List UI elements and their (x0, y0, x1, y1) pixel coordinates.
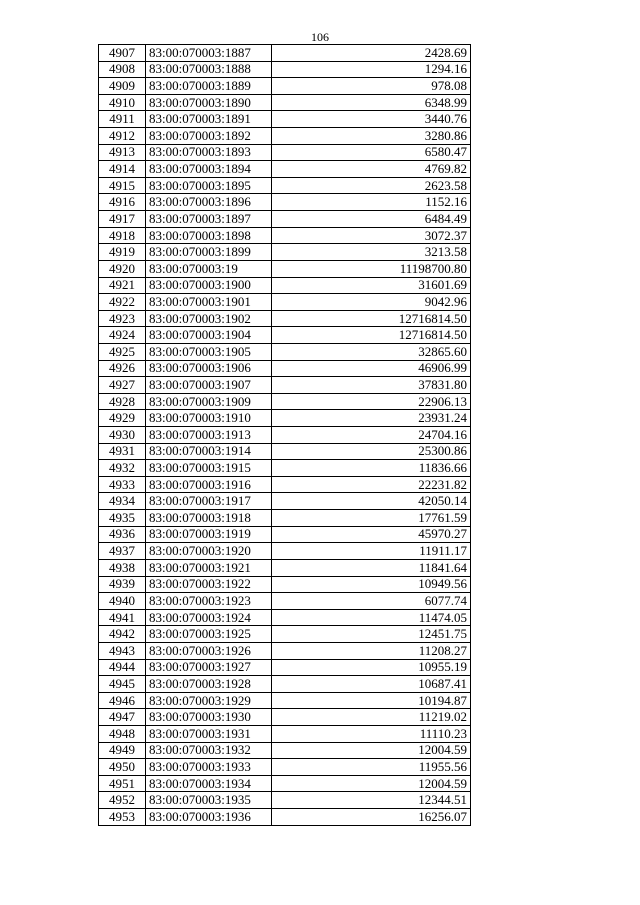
table-row (99, 460, 471, 477)
value-cell: 12004.59 (272, 775, 471, 792)
table-row (99, 559, 471, 576)
table-row (99, 294, 471, 311)
row-number-cell: 4953 (99, 809, 146, 826)
table-row (99, 211, 471, 228)
value-cell: 1152.16 (272, 194, 471, 211)
row-number-cell: 4931 (99, 443, 146, 460)
cadastre-table (98, 44, 471, 826)
cadastral-id-cell: 83:00:070003:1897 (146, 211, 272, 228)
cadastral-id-cell: 83:00:070003:1902 (146, 310, 272, 327)
value-cell: 3213.58 (272, 244, 471, 261)
row-number-cell: 4908 (99, 61, 146, 78)
table-row (99, 45, 471, 62)
table-row (99, 393, 471, 410)
row-number-cell: 4910 (99, 94, 146, 111)
cadastral-id-cell: 83:00:070003:1928 (146, 676, 272, 693)
row-number-cell: 4952 (99, 792, 146, 809)
cadastral-id-cell: 83:00:070003:1921 (146, 559, 272, 576)
row-number-cell: 4928 (99, 393, 146, 410)
table-row (99, 227, 471, 244)
cadastral-id-cell: 83:00:070003:1893 (146, 144, 272, 161)
table-row (99, 809, 471, 826)
cadastral-id-cell: 83:00:070003:19 (146, 260, 272, 277)
row-number-cell: 4945 (99, 676, 146, 693)
row-number-cell: 4944 (99, 659, 146, 676)
table-row (99, 659, 471, 676)
table-row (99, 61, 471, 78)
value-cell: 11836.66 (272, 460, 471, 477)
value-cell: 17761.59 (272, 510, 471, 527)
value-cell: 12451.75 (272, 626, 471, 643)
table-row (99, 410, 471, 427)
cadastral-id-cell: 83:00:070003:1931 (146, 725, 272, 742)
value-cell: 10949.56 (272, 576, 471, 593)
table-row (99, 128, 471, 145)
value-cell: 6077.74 (272, 593, 471, 610)
row-number-cell: 4935 (99, 510, 146, 527)
value-cell: 32865.60 (272, 343, 471, 360)
row-number-cell: 4924 (99, 327, 146, 344)
cadastral-id-cell: 83:00:070003:1919 (146, 526, 272, 543)
value-cell: 3440.76 (272, 111, 471, 128)
value-cell: 4769.82 (272, 161, 471, 178)
row-number-cell: 4923 (99, 310, 146, 327)
table-row (99, 742, 471, 759)
table-row (99, 427, 471, 444)
cadastral-id-cell: 83:00:070003:1933 (146, 759, 272, 776)
table-row (99, 244, 471, 261)
row-number-cell: 4932 (99, 460, 146, 477)
table-row (99, 692, 471, 709)
value-cell: 12716814.50 (272, 310, 471, 327)
row-number-cell: 4934 (99, 493, 146, 510)
value-cell: 10687.41 (272, 676, 471, 693)
row-number-cell: 4926 (99, 360, 146, 377)
value-cell: 16256.07 (272, 809, 471, 826)
value-cell: 45970.27 (272, 526, 471, 543)
cadastral-id-cell: 83:00:070003:1916 (146, 476, 272, 493)
cadastral-id-cell: 83:00:070003:1891 (146, 111, 272, 128)
value-cell: 11208.27 (272, 642, 471, 659)
cadastral-id-cell: 83:00:070003:1917 (146, 493, 272, 510)
row-number-cell: 4930 (99, 427, 146, 444)
table-row (99, 626, 471, 643)
cadastral-id-cell: 83:00:070003:1929 (146, 692, 272, 709)
table-row (99, 94, 471, 111)
row-number-cell: 4918 (99, 227, 146, 244)
table-row (99, 493, 471, 510)
cadastral-id-cell: 83:00:070003:1887 (146, 45, 272, 62)
cadastral-id-cell: 83:00:070003:1934 (146, 775, 272, 792)
table-body (99, 45, 471, 826)
table-row (99, 177, 471, 194)
cadastral-id-cell: 83:00:070003:1923 (146, 593, 272, 610)
cadastral-id-cell: 83:00:070003:1924 (146, 609, 272, 626)
value-cell: 1294.16 (272, 61, 471, 78)
value-cell: 42050.14 (272, 493, 471, 510)
cadastral-id-cell: 83:00:070003:1913 (146, 427, 272, 444)
value-cell: 31601.69 (272, 277, 471, 294)
row-number-cell: 4919 (99, 244, 146, 261)
table-row (99, 310, 471, 327)
page-number: 106 (311, 30, 329, 44)
cadastral-id-cell: 83:00:070003:1907 (146, 377, 272, 394)
cadastral-id-cell: 83:00:070003:1918 (146, 510, 272, 527)
value-cell: 11911.17 (272, 543, 471, 560)
value-cell: 9042.96 (272, 294, 471, 311)
cadastral-id-cell: 83:00:070003:1936 (146, 809, 272, 826)
value-cell: 11110.23 (272, 725, 471, 742)
row-number-cell: 4917 (99, 211, 146, 228)
value-cell: 3072.37 (272, 227, 471, 244)
row-number-cell: 4941 (99, 609, 146, 626)
row-number-cell: 4920 (99, 260, 146, 277)
table-row (99, 792, 471, 809)
value-cell: 3280.86 (272, 128, 471, 145)
cadastral-id-cell: 83:00:070003:1898 (146, 227, 272, 244)
row-number-cell: 4951 (99, 775, 146, 792)
value-cell: 11955.56 (272, 759, 471, 776)
table-row (99, 609, 471, 626)
table-row (99, 725, 471, 742)
table-row (99, 759, 471, 776)
row-number-cell: 4946 (99, 692, 146, 709)
cadastral-id-cell: 83:00:070003:1904 (146, 327, 272, 344)
table-row (99, 510, 471, 527)
table-row (99, 194, 471, 211)
row-number-cell: 4949 (99, 742, 146, 759)
table-row (99, 543, 471, 560)
cadastral-id-cell: 83:00:070003:1935 (146, 792, 272, 809)
row-number-cell: 4936 (99, 526, 146, 543)
cadastral-id-cell: 83:00:070003:1901 (146, 294, 272, 311)
value-cell: 6484.49 (272, 211, 471, 228)
table-row (99, 144, 471, 161)
value-cell: 25300.86 (272, 443, 471, 460)
cadastral-id-cell: 83:00:070003:1892 (146, 128, 272, 145)
cadastral-id-cell: 83:00:070003:1899 (146, 244, 272, 261)
row-number-cell: 4916 (99, 194, 146, 211)
row-number-cell: 4938 (99, 559, 146, 576)
cadastral-id-cell: 83:00:070003:1930 (146, 709, 272, 726)
value-cell: 12004.59 (272, 742, 471, 759)
table-row (99, 277, 471, 294)
cadastral-id-cell: 83:00:070003:1925 (146, 626, 272, 643)
row-number-cell: 4921 (99, 277, 146, 294)
cadastral-id-cell: 83:00:070003:1896 (146, 194, 272, 211)
cadastral-id-cell: 83:00:070003:1905 (146, 343, 272, 360)
cadastral-id-cell: 83:00:070003:1895 (146, 177, 272, 194)
cadastral-id-cell: 83:00:070003:1906 (146, 360, 272, 377)
value-cell: 10955.19 (272, 659, 471, 676)
row-number-cell: 4943 (99, 642, 146, 659)
cadastral-id-cell: 83:00:070003:1914 (146, 443, 272, 460)
table-row (99, 443, 471, 460)
table-row (99, 576, 471, 593)
row-number-cell: 4939 (99, 576, 146, 593)
cadastral-id-cell: 83:00:070003:1922 (146, 576, 272, 593)
row-number-cell: 4915 (99, 177, 146, 194)
value-cell: 2623.58 (272, 177, 471, 194)
cadastral-id-cell: 83:00:070003:1910 (146, 410, 272, 427)
row-number-cell: 4948 (99, 725, 146, 742)
row-number-cell: 4940 (99, 593, 146, 610)
table-row (99, 327, 471, 344)
row-number-cell: 4911 (99, 111, 146, 128)
table-row (99, 161, 471, 178)
table-row (99, 526, 471, 543)
cadastral-id-cell: 83:00:070003:1894 (146, 161, 272, 178)
table-row (99, 260, 471, 277)
cadastral-id-cell: 83:00:070003:1888 (146, 61, 272, 78)
value-cell: 10194.87 (272, 692, 471, 709)
value-cell: 11198700.80 (272, 260, 471, 277)
row-number-cell: 4913 (99, 144, 146, 161)
value-cell: 6348.99 (272, 94, 471, 111)
row-number-cell: 4947 (99, 709, 146, 726)
table-row (99, 343, 471, 360)
value-cell: 24704.16 (272, 427, 471, 444)
row-number-cell: 4929 (99, 410, 146, 427)
value-cell: 12344.51 (272, 792, 471, 809)
cadastral-id-cell: 83:00:070003:1915 (146, 460, 272, 477)
table-row (99, 709, 471, 726)
value-cell: 22906.13 (272, 393, 471, 410)
cadastral-id-cell: 83:00:070003:1900 (146, 277, 272, 294)
table-row (99, 360, 471, 377)
row-number-cell: 4933 (99, 476, 146, 493)
table-row (99, 377, 471, 394)
row-number-cell: 4907 (99, 45, 146, 62)
value-cell: 12716814.50 (272, 327, 471, 344)
table-row (99, 775, 471, 792)
row-number-cell: 4922 (99, 294, 146, 311)
row-number-cell: 4912 (99, 128, 146, 145)
cadastral-id-cell: 83:00:070003:1926 (146, 642, 272, 659)
cadastral-id-cell: 83:00:070003:1927 (146, 659, 272, 676)
value-cell: 37831.80 (272, 377, 471, 394)
value-cell: 6580.47 (272, 144, 471, 161)
value-cell: 978.08 (272, 78, 471, 95)
table-row (99, 476, 471, 493)
row-number-cell: 4942 (99, 626, 146, 643)
value-cell: 11474.05 (272, 609, 471, 626)
value-cell: 11841.64 (272, 559, 471, 576)
row-number-cell: 4925 (99, 343, 146, 360)
value-cell: 2428.69 (272, 45, 471, 62)
value-cell: 22231.82 (272, 476, 471, 493)
cadastral-id-cell: 83:00:070003:1890 (146, 94, 272, 111)
cadastral-id-cell: 83:00:070003:1909 (146, 393, 272, 410)
value-cell: 46906.99 (272, 360, 471, 377)
row-number-cell: 4909 (99, 78, 146, 95)
table-row (99, 642, 471, 659)
table-row (99, 593, 471, 610)
table-row (99, 676, 471, 693)
table-row (99, 111, 471, 128)
cadastral-id-cell: 83:00:070003:1920 (146, 543, 272, 560)
row-number-cell: 4927 (99, 377, 146, 394)
value-cell: 11219.02 (272, 709, 471, 726)
row-number-cell: 4914 (99, 161, 146, 178)
row-number-cell: 4950 (99, 759, 146, 776)
cadastral-id-cell: 83:00:070003:1932 (146, 742, 272, 759)
cadastral-id-cell: 83:00:070003:1889 (146, 78, 272, 95)
value-cell: 23931.24 (272, 410, 471, 427)
row-number-cell: 4937 (99, 543, 146, 560)
table-row (99, 78, 471, 95)
